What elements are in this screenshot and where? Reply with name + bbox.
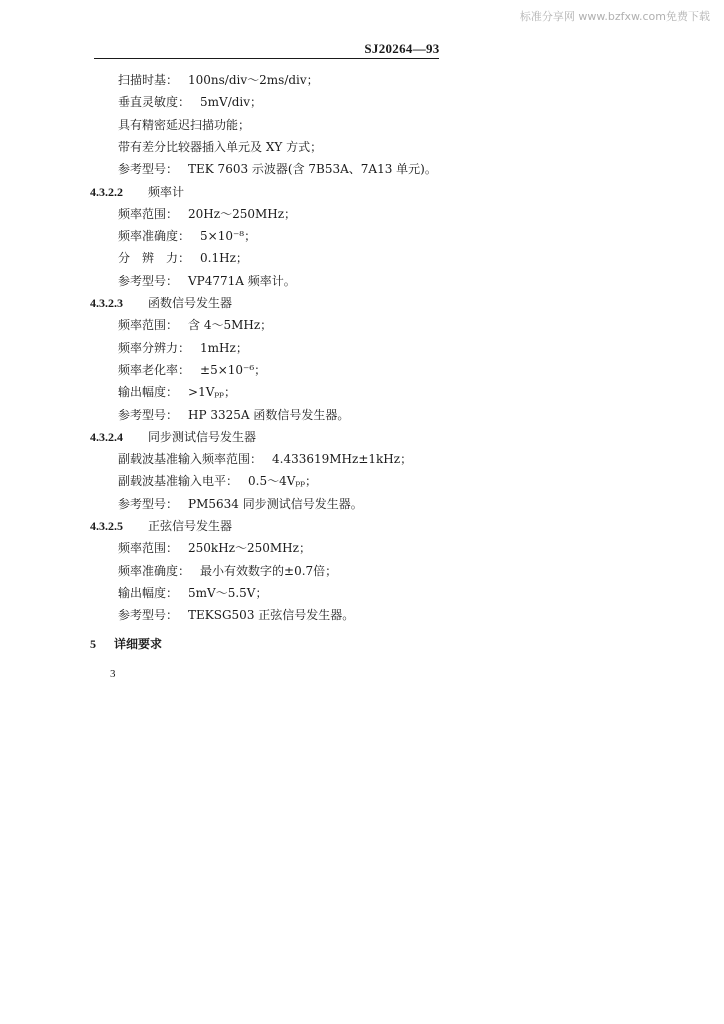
spec-line [118, 607, 354, 623]
spec-line [118, 451, 412, 467]
document-header [0, 38, 724, 57]
spec-label: 副载波基准输入频率范围： [118, 452, 263, 467]
spec-label: 垂直灵敏度： [118, 95, 191, 110]
spec-value: HP 3325A 函数信号发生器。 [188, 407, 350, 422]
spec-label: 具有精密延迟扫描功能； [118, 117, 251, 132]
section-number: 4.3.2.5 [90, 519, 123, 533]
spec-line [118, 496, 363, 512]
section-heading [90, 429, 256, 445]
spec-line [118, 317, 272, 333]
spec-line [118, 563, 337, 579]
spec-value: 4.433619MHz±1kHz； [272, 452, 413, 467]
spec-value: ±5×10⁻⁶； [200, 362, 267, 377]
section-heading [90, 518, 232, 534]
spec-label: 频率老化率： [118, 362, 191, 377]
section-title: 详细要求 [114, 636, 163, 651]
spec-label: 参考型号： [118, 407, 179, 422]
spec-value: 5×10⁻⁸； [200, 229, 257, 244]
spec-label: 带有差分比较器插入单元及 XY 方式； [118, 139, 323, 154]
section-number: 4.3.2.3 [90, 296, 123, 310]
spec-label: 输出幅度： [118, 585, 179, 600]
spec-value: VP4771A 频率计。 [188, 273, 296, 288]
section-number: 4.3.2.2 [90, 184, 123, 199]
spec-value: TEKSG503 正弦信号发生器。 [188, 608, 355, 623]
spec-value: 0.1Hz； [200, 251, 248, 266]
section-number: 5 [90, 636, 96, 651]
spec-line [118, 206, 296, 222]
spec-label: 频率准确度： [118, 563, 191, 578]
spec-label: 输出幅度： [118, 385, 179, 400]
spec-line [118, 250, 248, 266]
spec-line [118, 585, 267, 601]
watermark-text: 标准分享网 www.bzfxw.com免费下载 [519, 10, 710, 23]
spec-value: 0.5～4Vₚₚ； [248, 474, 317, 489]
spec-label: 参考型号： [118, 273, 179, 288]
spec-value: 最小有效数字的±0.7倍； [200, 563, 338, 578]
spec-value: 1mHz； [200, 340, 248, 355]
spec-line [118, 473, 317, 489]
section-heading [90, 295, 232, 311]
spec-label: 频率范围： [118, 206, 179, 221]
header-rule [94, 58, 439, 59]
spec-line [118, 540, 311, 556]
spec-line [118, 228, 256, 244]
spec-value: 含 4～5MHz； [188, 318, 273, 333]
spec-line [118, 139, 322, 155]
spec-value: TEK 7603 示波器(含 7B53A、7A13 单元)。 [188, 162, 437, 177]
spec-label: 分 辨 力： [118, 251, 191, 266]
standard-code: SJ20264—93 [364, 41, 440, 56]
chapter-heading [90, 636, 162, 652]
spec-line [118, 161, 437, 177]
spec-label: 参考型号： [118, 496, 179, 511]
page-number: 3 [110, 668, 116, 680]
spec-label: 参考型号： [118, 608, 179, 623]
spec-value: 5mV/div； [200, 95, 263, 110]
spec-label: 频率分辨力： [118, 340, 191, 355]
spec-line [118, 407, 349, 423]
spec-line [118, 340, 248, 356]
spec-value: PM5634 同步测试信号发生器。 [188, 496, 363, 511]
spec-value: 100ns/div～2ms/div； [188, 73, 319, 87]
spec-value: >1Vₚₚ； [188, 385, 236, 400]
section-title: 频率计 [148, 184, 185, 199]
spec-value: 20Hz～250MHz； [188, 206, 297, 221]
spec-line [118, 384, 236, 400]
section-title: 函数信号发生器 [148, 296, 233, 310]
spec-label: 频率范围： [118, 541, 179, 556]
spec-line [118, 72, 319, 88]
section-heading [90, 184, 184, 200]
spec-label: 频率范围： [118, 318, 179, 333]
spec-line [118, 94, 262, 110]
spec-line [118, 117, 250, 133]
section-title: 同步测试信号发生器 [148, 429, 257, 444]
section-title: 正弦信号发生器 [148, 519, 233, 533]
spec-value: 5mV～5.5V； [188, 585, 268, 600]
spec-value: 250kHz～250MHz； [188, 541, 311, 556]
spec-label: 频率准确度： [118, 229, 191, 244]
spec-label: 参考型号： [118, 162, 179, 177]
spec-label: 扫描时基： [118, 73, 179, 87]
section-number: 4.3.2.4 [90, 429, 123, 444]
spec-line [118, 273, 296, 289]
spec-line [118, 362, 266, 378]
spec-label: 副载波基准输入电平： [118, 474, 239, 489]
